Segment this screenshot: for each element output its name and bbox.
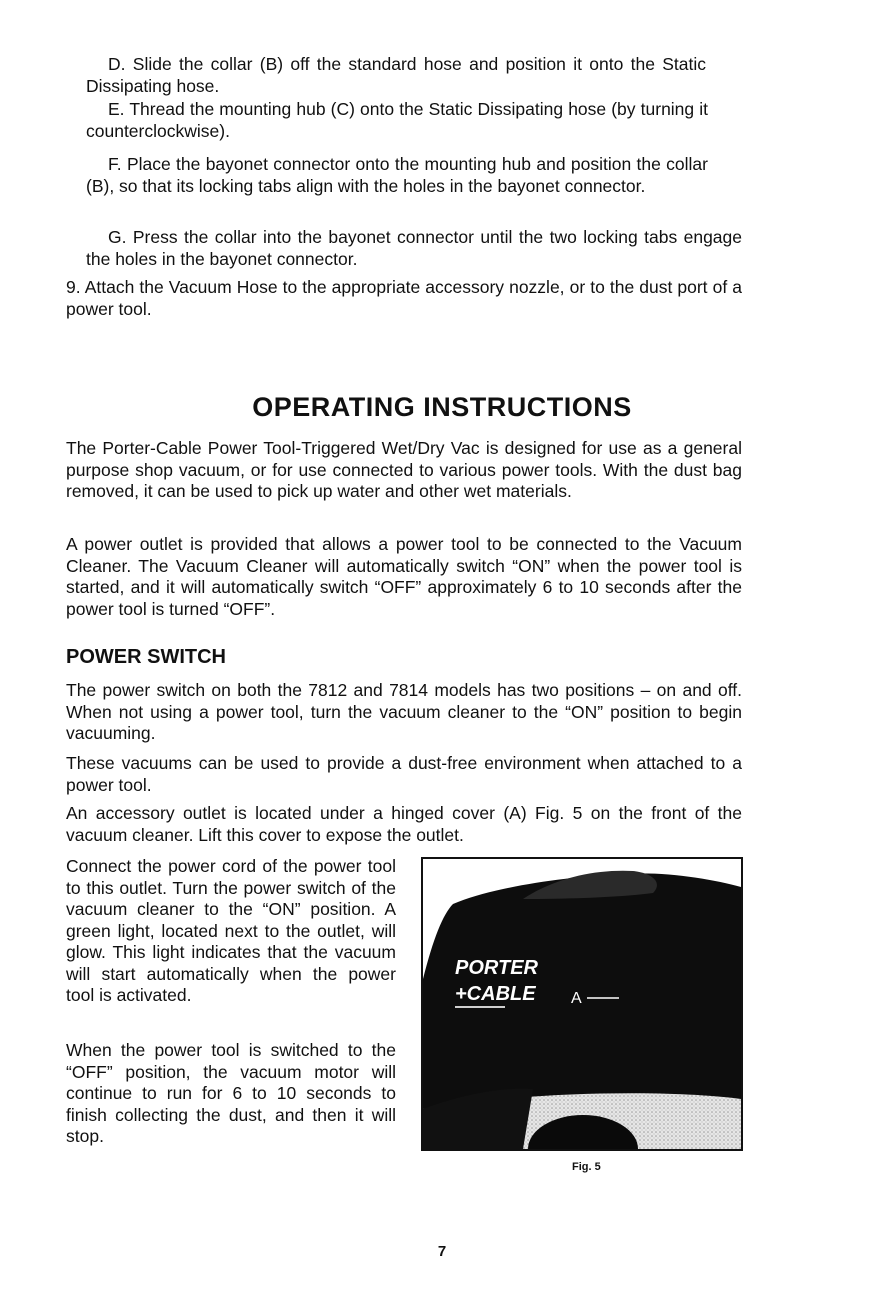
power-switch-paragraph-5: When the power tool is switched to the “OFF” position, the vacuum motor will continue to run for 6 to 10 seconds to finish collecting the dust, and then it will stop.	[66, 1040, 396, 1146]
step-f: F. Place the bayonet connector onto the mounting hub and position the collar (B), so that its locking tabs align with the holes in the bayonet connector.	[86, 154, 708, 196]
operating-instructions-heading: OPERATING INSTRUCTIONS	[252, 392, 632, 422]
figure-5-vacuum-photo	[421, 857, 743, 1151]
logo-line-1: PORTER	[455, 957, 538, 979]
operating-paragraph-1: The Porter-Cable Power Tool-Triggered Wet/Dry Vac is designed for use as a general purpose shop vacuum, or for use connected to various power tools. With the dust bag removed, it can be used to pick up water and other wet materials.	[66, 438, 742, 501]
operating-paragraph-2: A power outlet is provided that allows a power tool to be connected to the Vacuum Cleaner. The Vacuum Cleaner will automatically switch “ON” when the power tool is started, and it will automatically switch “OFF” approximately 6 to 10 seconds after the power tool is turned “OFF”.	[66, 534, 742, 619]
power-switch-heading: POWER SWITCH	[66, 646, 226, 668]
step-9: 9. Attach the Vacuum Hose to the appropriate accessory nozzle, or to the dust port of a power tool.	[66, 277, 742, 319]
power-switch-paragraph-3: An accessory outlet is located under a hinged cover (A) Fig. 5 on the front of the vacuum cleaner. Lift this cover to expose the outlet.	[66, 803, 742, 845]
step-d: D. Slide the collar (B) off the standard hose and position it onto the Static Dissipating hose.	[86, 54, 706, 96]
logo-line-2: +CABLE	[455, 983, 536, 1005]
power-switch-paragraph-4: Connect the power cord of the power tool to this outlet. Turn the power switch of the vacuum cleaner to the “ON” position. A green light, located next to the outlet, will glow. This light indicates that the vacuum will start automatically when the power tool is activated.	[66, 856, 396, 1005]
step-e: E. Thread the mounting hub (C) onto the Static Dissipating hose (by turning it counterclockwise).	[86, 99, 708, 141]
callout-a-label: A	[571, 990, 582, 1007]
step-g: G. Press the collar into the bayonet connector until the two locking tabs engage the holes in the bayonet connector.	[86, 227, 742, 269]
power-switch-paragraph-1: The power switch on both the 7812 and 7814 models has two positions – on and off. When not using a power tool, turn the vacuum cleaner to the “ON” position to begin vacuuming.	[66, 680, 742, 743]
figure-caption: Fig. 5	[572, 1161, 601, 1173]
page-number: 7	[437, 1243, 447, 1260]
vacuum-illustration	[423, 859, 741, 1149]
power-switch-paragraph-2: These vacuums can be used to provide a dust-free environment when attached to a power tool.	[66, 753, 742, 795]
